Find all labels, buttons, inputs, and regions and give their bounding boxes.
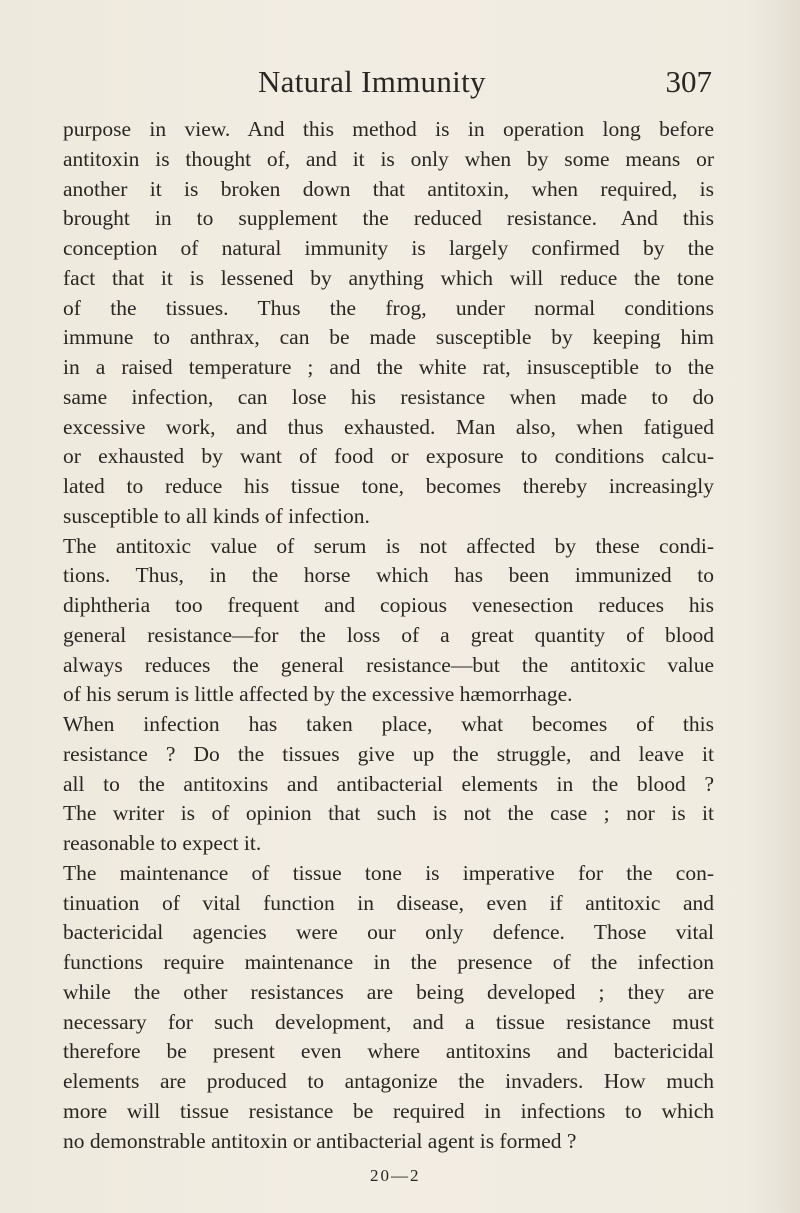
text-line: all to the antitoxins and antibacterial elements in the blood ?: [63, 771, 714, 796]
page-header: [63, 62, 712, 106]
body-text: [63, 115, 714, 1156]
text-line: therefore be present even where antitoxins and bactericidal: [63, 1039, 714, 1064]
text-line: functions require maintenance in the presence of the infection: [63, 950, 714, 974]
page-number: 307: [665, 64, 712, 99]
text-line: of his serum is little affected by the excessive hæmorrhage.: [63, 682, 573, 707]
text-line: susceptible to all kinds of infection.: [63, 503, 370, 528]
text-line: antitoxin is thought of, and it is only when by some means or: [63, 146, 714, 171]
text-line: diphtheria too frequent and copious venesection reduces his: [63, 593, 714, 617]
text-line: of the tissues. Thus the frog, under normal conditions: [63, 295, 714, 320]
text-line: another it is broken down that antitoxin, when required, is: [63, 176, 714, 201]
text-line: tions. Thus, in the horse which has been immunized to: [63, 563, 714, 588]
text-line: more will tissue resistance be required in infections to which: [63, 1098, 714, 1123]
text-line: The writer is of opinion that such is not the case ; nor is it: [63, 801, 714, 826]
text-line: reasonable to expect it.: [63, 831, 262, 855]
text-line: brought in to supplement the reduced resistance. And this: [63, 206, 714, 231]
text-line: always reduces the general resistance—but the antitoxic value: [63, 652, 714, 677]
signature-mark: 20—2: [370, 1166, 421, 1185]
text-line: while the other resistances are being developed ; they are: [63, 979, 714, 1004]
text-line: same infection, can lose his resistance when made to do: [63, 384, 714, 409]
text-line: bactericidal agencies were our only defence. Those vital: [63, 920, 714, 945]
text-line: elements are produced to antagonize the invaders. How much: [63, 1069, 714, 1093]
text-line: resistance ? Do the tissues give up the struggle, and leave it: [63, 741, 714, 766]
text-line: no demonstrable antitoxin or antibacterial agent is formed ?: [63, 1128, 577, 1153]
running-title: Natural Immunity: [258, 64, 486, 99]
text-line: lated to reduce his tissue tone, becomes thereby increasingly: [63, 474, 714, 498]
text-line: immune to anthrax, can be made susceptible by keeping him: [63, 325, 714, 350]
text-line: general resistance—for the loss of a great quantity of blood: [63, 622, 714, 647]
text-line: When infection has taken place, what becomes of this: [63, 712, 714, 736]
text-line: fact that it is lessened by anything which will reduce the tone: [63, 265, 714, 290]
text-line: or exhausted by want of food or exposure to conditions calcu-: [63, 444, 714, 469]
text-line: conception of natural immunity is largely confirmed by the: [63, 236, 714, 260]
text-line: in a raised temperature ; and the white rat, insusceptible to the: [63, 355, 714, 379]
text-line: The antitoxic value of serum is not affected by these condi-: [63, 533, 714, 558]
text-line: tinuation of vital function in disease, even if antitoxic and: [63, 890, 714, 915]
text-line: purpose in view. And this method is in operation long before: [63, 117, 714, 141]
text-line: The maintenance of tissue tone is imperative for the con-: [63, 860, 714, 885]
page-edge-shadow: [745, 0, 800, 1213]
text-line: necessary for such development, and a tissue resistance must: [63, 1009, 714, 1034]
text-line: excessive work, and thus exhausted. Man also, when fatigued: [63, 414, 714, 439]
